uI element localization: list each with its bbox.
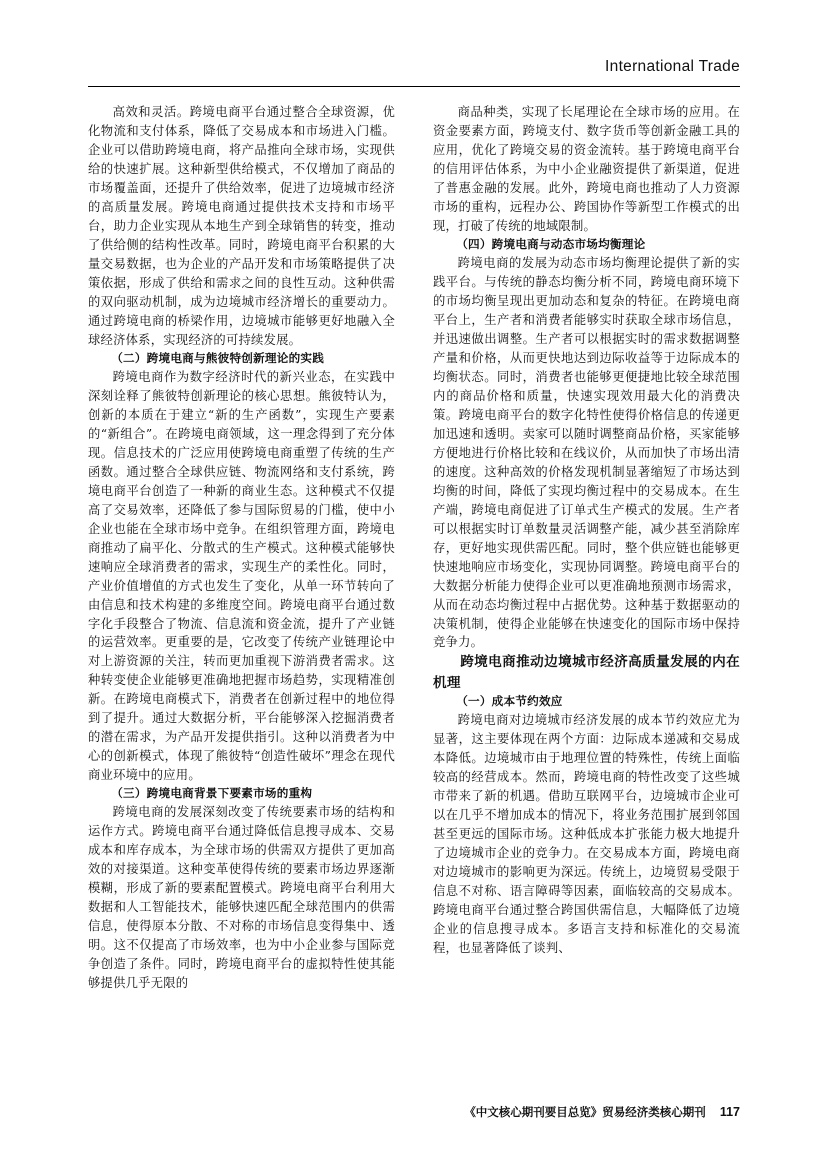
running-header: International Trade (605, 58, 740, 75)
subheading-5: （一）成本节约效应 (456, 694, 563, 709)
subheading-2: （二）跨境电商与熊彼特创新理论的实践 (111, 350, 325, 365)
page-footer (88, 1104, 740, 1120)
paragraph: 商品种类，实现了长尾理论在全球市场的应用。在资金要素方面，跨境支付、数字货币等创新金融工具的应用，优化了跨境交易的资金流转。基于跨境电商平台的信用评估体系，为中小企业融资提供了新渠道，促进了普惠金融的发展。此外，跨境电商也推动了人力资源市场的重构，远程办公、跨国协作等新型工作模式的出现，打破了传统的地域限制。 (433, 105, 740, 233)
journal-name: 《中文核心期刊要目总览》贸易经济类核心期刊 (464, 1105, 706, 1119)
left-column (88, 103, 395, 1093)
paragraph: 高效和灵活。跨境电商平台通过整合全球资源，优化物流和支付体系，降低了交易成本和市场进入门槛。企业可以借助跨境电商，将产品推向全球市场，实现供给的快速扩展。这种新型供给模式，不仅增加了商品的市场覆盖面，还提升了供给效率，促进了边境城市经济的高质量发展。跨境电商通过提供技术支持和市场平台，助力企业实现从本地生产到全球销售的转变，推动了供给侧的结构性改革。同时，跨境电商平台积累的大量交易数据，也为企业的产品开发和市场策略提供了决策依据，形成了供给和需求之间的良性互动。这种供需的双向驱动机制，成为边境城市经济增长的重要动力。通过跨境电商的桥梁作用，边境城市能够更好地融入全球经济体系，实现经济的可持续发展。 (88, 105, 395, 347)
header-divider (88, 86, 740, 87)
paragraph: 跨境电商的发展为动态市场均衡理论提供了新的实践平台。与传统的静态均衡分析不同，跨境电商环境下的市场均衡呈现出更加动态和复杂的特征。在跨境电商平台上，生产者和消费者能够实时获取全球市场信息，并迅速做出调整。生产者可以根据实时的需求数据调整产量和价格，从而更快地达到边际收益等于边际成本的均衡状态。同时，消费者也能够更便捷地比较全球范围内的商品价格和质量，快速实现效用最大化的消费决策。跨境电商平台的数字化特性使得价格信息的传递更加迅速和透明。卖家可以随时调整商品价格，买家能够方便地进行价格比较和在线议价，从而加快了市场出清的速度。这种高效的价格发现机制显著缩短了市场达到均衡的时间，降低了实现均衡过程中的交易成本。在生产端，跨境电商促进了订单式生产模式的发展。生产者可以根据实时订单数量灵活调整产能，减少甚至消除库存，更好地实现供需匹配。同时，整个供应链也能够更快速地响应市场变化，实现协同调整。跨境电商平台的大数据分析能力使得企业可以更准确地预测市场需求，从而在动态均衡过程中占据优势。这种基于数据驱动的决策机制，使得企业能够在快速变化的国际市场中保持竞争力。 (433, 255, 740, 650)
paragraph: 跨境电商作为数字经济时代的新兴业态，在实践中深刻诠释了熊彼特创新理论的核心思想。熊彼特认为，创新的本质在于建立“新的生产函数”，实现生产要素的“新组合”。在跨境电商领域，这一理念得到了充分体现。信息技术的广泛应用使跨境电商重塑了传统的生产函数。通过整合全球供应链、物流网络和支付系统，跨境电商平台创造了一种新的商业生态。这种模式不仅提高了交易效率，还降低了参与国际贸易的门槛，使中小企业也能在全球市场中竞争。在组织管理方面，跨境电商推动了扁平化、分散式的生产模式。这种模式能够快速响应全球消费者的需求，实现生产的柔性化。同时，产业价值增值的方式也发生了变化，从单一环节转向了由信息和技术构建的多维度空间。跨境电商平台通过数字化手段整合了物流、信息流和资金流，提升了产业链的运营效率。更重要的是，它改变了传统产业链理论中对上游资源的关注，转而更加重视下游消费者需求。这种转变使企业能够更准确地把握市场趋势，实现精准创新。在跨境电商模式下，消费者在创新过程中的地位得到了提升。通过大数据分析，平台能够深入挖掘消费者的潜在需求，为产品开发提供指引。这种以消费者为中心的创新模式，体现了熊彼特“创造性破坏”理念在现代商业环境中的应用。 (88, 369, 395, 783)
section-heading: 跨境电商推动边境城市经济高质量发展的内在机理 (433, 654, 740, 691)
page-number: 117 (719, 1105, 740, 1119)
paragraph: 跨境电商的发展深刻改变了传统要素市场的结构和运作方式。跨境电商平台通过降低信息搜寻成本、交易成本和库存成本，为全球市场的供需双方提供了更加高效的对接渠道。这种变革使得传统的要素市场边界逐渐模糊，形成了新的要素配置模式。跨境电商平台利用大数据和人工智能技术，能够快速匹配全球范围内的供需信息，使得原本分散、不对称的市场信息变得集中、透明。这不仅提高了市场效率，也为中小企业参与国际竞争创造了条件。同时，跨境电商平台的虚拟特性使其能够提供几乎无限的 (88, 805, 395, 991)
two-column-body (88, 103, 740, 1093)
subheading-4: （四）跨境电商与动态市场均衡理论 (456, 236, 646, 251)
right-column (433, 103, 740, 1093)
paragraph: 跨境电商对边境城市经济发展的成本节约效应尤为显著，这主要体现在两个方面：边际成本递减和交易成本降低。边境城市由于地理位置的特殊性，传统上面临较高的经营成本。然而，跨境电商的特性改变了这些城市带来了新的机遇。借助互联网平台，边境城市企业可以在几乎不增加成本的情况下，将业务范围扩展到邻国甚至更远的国际市场。这种低成本扩张能力极大地提升了边境城市企业的竞争力。在交易成本方面，跨境电商对边境城市的影响更为深远。传统上，边境贸易受限于信息不对称、语言障碍等因素，面临较高的交易成本。跨境电商平台通过整合跨国供需信息，大幅降低了边境企业的信息搜寻成本。多语言支持和标准化的交易流程，也显著降低了谈判、 (433, 713, 740, 955)
subheading-3: （三）跨境电商背景下要素市场的重构 (111, 786, 313, 801)
